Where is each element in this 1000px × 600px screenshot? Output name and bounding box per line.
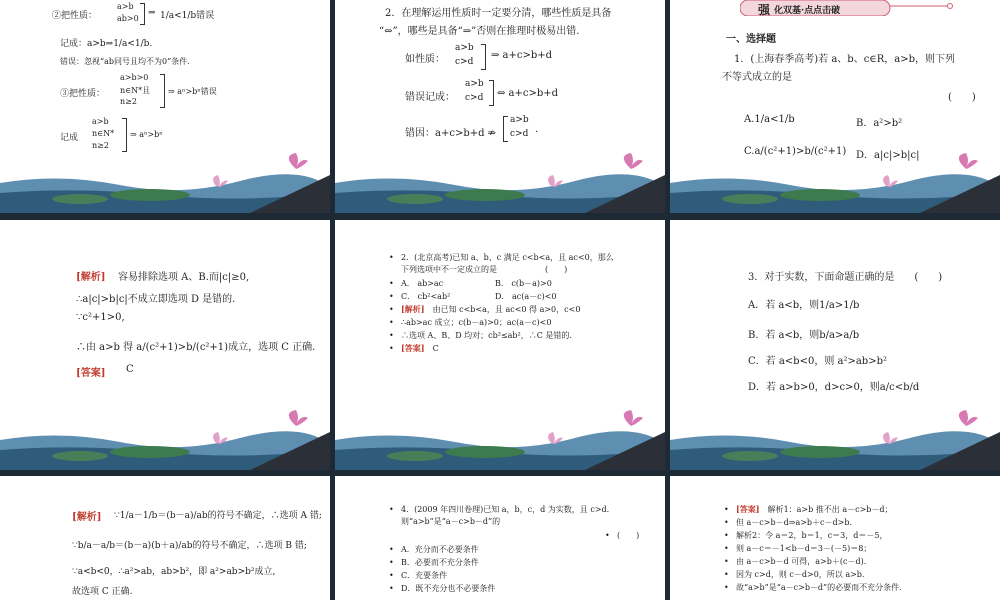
option-b[interactable]: B． c(b－a)>0	[495, 279, 552, 288]
lotus-pond-decoration	[335, 153, 665, 213]
lotus-pond-decoration	[670, 410, 1000, 470]
text-line: 错误记成：	[405, 92, 455, 103]
text-line: • 2．(北京高考)已知 a、b、c 满足 c<b<a，且 ac<0，那么	[389, 253, 614, 262]
text-line: ⇒ a+c>b+d	[491, 50, 553, 61]
text-line: ⇒ aⁿ>bⁿ	[130, 130, 163, 139]
text-line: a>b	[92, 117, 109, 126]
option-a[interactable]: A． ab>ac	[401, 279, 444, 288]
brace	[503, 116, 508, 142]
option-b[interactable]: B．a²>b²	[856, 118, 903, 129]
text-line: a>b	[465, 79, 484, 89]
text-line: ∴由 a>b 得 a/(c²+1)>b/(c²+1)成立，选项 C 正确.	[76, 342, 316, 353]
text-line: • ∴选项 A、B、D 均对；cb²≤ab²，∴C 是错的.	[389, 331, 572, 340]
option-a[interactable]: A．充分而不必要条件	[401, 545, 479, 554]
text-line: ∴a|c|>b|c|不成立即选项 D 是错的.	[76, 294, 236, 305]
option-a[interactable]: A．若 a<b，则1/a>1/b	[748, 300, 860, 311]
option-d[interactable]: D． ac(a－c)<0	[495, 292, 557, 301]
answer-value: C	[126, 364, 134, 375]
answer-tag: [答案]	[401, 343, 425, 353]
text-line: 4．(2009 年四川卷理)已知 a，b，c，d 为实数，且 c>d.	[401, 505, 610, 514]
text-line: 2．(北京高考)已知 a、b、c 满足 c<b<a，且 ac<0，那么	[401, 253, 614, 262]
text-line: 故选项 C 正确.	[72, 587, 133, 597]
lotus-pond-decoration	[0, 410, 330, 470]
slide-1-thumbnail[interactable]	[0, 0, 330, 213]
text-line: ∵c²+1>0,	[76, 312, 125, 323]
slide-9-thumbnail[interactable]	[670, 476, 1000, 600]
text-line: ②把性质：	[52, 11, 98, 21]
slide-2-thumbnail[interactable]	[335, 0, 665, 213]
answer-tag: [答案]	[76, 368, 106, 379]
brace	[481, 44, 486, 70]
text-line: • ∴ab>ac 成立；c(b－a)>0；ac(a－c)<0	[389, 318, 552, 327]
text-line: 2．在理解运用性质时一定要分清，哪些性质是具备	[385, 8, 612, 19]
text-line: c>d	[455, 57, 474, 67]
text-line: .	[535, 124, 539, 135]
text-line: • C．充要条件	[389, 571, 448, 580]
text-line: • D．既不充分也不必要条件	[389, 584, 496, 593]
slide-4-thumbnail[interactable]	[0, 220, 330, 470]
answer-tag: [答案]	[736, 504, 760, 514]
text-line: • [答案] C	[389, 343, 439, 353]
text-line: 因为 c>d，则 c－d>0，所以 a>b.	[736, 570, 865, 579]
text-line: 由已知 c<b<a，且 ac<0 得 a>0，c<0	[432, 305, 581, 314]
brace	[160, 74, 165, 108]
option-b[interactable]: B．必要而不充分条件	[401, 558, 479, 567]
text-line: ⇒	[148, 8, 156, 18]
text-line: ③把性质：	[60, 89, 106, 99]
text-line: 错误：忽视“ab同号且均不为0”条件.	[60, 57, 190, 66]
analysis-tag: [解析]	[72, 512, 102, 523]
text-line: • 但 a－c>b－d⇒a>b＋c－d>b.	[724, 518, 853, 527]
text-line: a>b>0	[120, 73, 149, 82]
text-line: 由 a－c>b－d 可得，a>b＋(c－d).	[736, 557, 867, 566]
slide-6-thumbnail[interactable]	[670, 220, 1000, 470]
answer-bracket: ( )	[948, 92, 976, 103]
text-line: 记成	[60, 133, 79, 143]
text-line: ∴ab>ac 成立；c(b－a)>0；ac(a－c)<0	[401, 318, 552, 327]
text-line: • 解析2：令 a＝2，b＝1，c＝3，d＝－5，	[724, 531, 888, 540]
text-line: 1．(上海春季高考)若 a、b、c∈R，a>b，则下列	[734, 54, 955, 65]
option-c[interactable]: C．若 a<b<0，则 a²>ab>b²	[748, 356, 887, 367]
text-line: 1/a<1/b错误	[160, 11, 215, 21]
text-line: • 4．(2009 年四川卷理)已知 a，b，c，d 为实数，且 c>d.	[389, 505, 610, 514]
text-line: “⇔”，哪些是具备“⇒”否则在推理时极易出错.	[379, 26, 580, 37]
answer-value: C	[432, 344, 439, 353]
text-line: • C． cb²<ab²	[389, 292, 451, 301]
text-line: • ( )	[605, 531, 640, 540]
header-prefix: 强	[758, 3, 771, 17]
option-d[interactable]: D．既不充分也不必要条件	[401, 584, 496, 593]
text-line: n≥2	[120, 97, 137, 106]
text-line: • B．必要而不充分条件	[389, 558, 479, 567]
text-line: 则 a－c＝－1<b－d＝3－(－5)＝8；	[736, 544, 872, 553]
text-line: ∵b/a－a/b＝(b－a)(b＋a)/ab的符号不确定，∴选项 B 错;	[72, 541, 307, 551]
text-line: • 则 a－c＝－1<b－d＝3－(－5)＝8；	[724, 544, 872, 553]
text-line: • 因为 c>d，则 c－d>0，所以 a>b.	[724, 570, 865, 579]
lotus-pond-decoration	[335, 410, 665, 470]
text-line: 不等式成立的是	[722, 72, 792, 83]
text-line: • A． ab>ac	[389, 279, 444, 288]
text-line: 如性质：	[405, 54, 445, 65]
slide-5-thumbnail[interactable]	[335, 220, 665, 470]
text-line: ⇔ a+c>b+d	[497, 88, 559, 99]
lotus-pond-decoration	[670, 153, 1000, 213]
text-line: 容易排除选项 A、B.而|c|≥0,	[118, 272, 250, 283]
section-header: 化双基·点点击破	[774, 6, 841, 16]
option-c[interactable]: C.a/(c²+1)>b/(c²+1)	[744, 146, 847, 157]
text-line: 一、选择题	[726, 34, 776, 45]
text-line: c>d	[510, 129, 529, 139]
text-line: • [解析] 由已知 c<b<a，且 ac<0 得 a>0，c<0	[389, 304, 581, 314]
brace	[489, 80, 494, 106]
text-line: 错因：a+c>b+d ⇏	[405, 128, 497, 139]
text-line: 解析2：令 a＝2，b＝1，c＝3，d＝－5，	[736, 531, 888, 540]
text-line: • A．充分而不必要条件	[389, 545, 479, 554]
text-line: a>b	[510, 115, 529, 125]
analysis-tag: [解析]	[401, 304, 425, 314]
text-line: ∴选项 A、B、D 均对；cb²≤ab²，∴C 是错的.	[401, 331, 572, 340]
text-line: 3．对于实数，下面命题正确的是 ( )	[748, 272, 943, 283]
text-line: 则“a>b”是“a－c>b－d”的	[401, 517, 501, 526]
analysis-tag: [解析]	[76, 272, 106, 283]
text-line: 下列选项中不一定成立的是 ( )	[401, 265, 568, 274]
option-c[interactable]: C．充要条件	[401, 571, 448, 580]
option-a[interactable]: A.1/a<1/b	[744, 114, 795, 125]
option-d[interactable]: D．若 a>b>0，d>c>0，则a/c<b/d	[748, 382, 920, 393]
text-line: • [答案] 解析1：a>b 推不出 a－c>b－d；	[724, 504, 893, 514]
text-line: a>b	[455, 43, 474, 53]
option-d[interactable]: D．a|c|>b|c|	[856, 150, 920, 161]
lotus-pond-decoration	[0, 153, 330, 213]
brace	[122, 118, 127, 152]
text-line: • 故“a>b”是“a－c>b－d”的必要而不充分条件.	[724, 583, 902, 592]
brace	[140, 3, 145, 25]
text-line: a>b	[117, 2, 134, 11]
text-line: 故“a>b”是“a－c>b－d”的必要而不充分条件.	[736, 583, 902, 592]
slide-3-thumbnail[interactable]	[670, 0, 1000, 213]
text-line: n∈N*	[92, 129, 115, 138]
text-line: 解析1：a>b 推不出 a－c>b－d；	[767, 505, 893, 514]
text-line: n∈N*且	[120, 86, 151, 95]
text-line: • 由 a－c>b－d 可得，a>b＋(c－d).	[724, 557, 867, 566]
text-line: ∵a<b<0，∴a²>ab，ab>b²，即 a²>ab>b²成立,	[72, 567, 276, 577]
text-line: 但 a－c>b－d⇒a>b＋c－d>b.	[736, 518, 853, 527]
answer-bracket: ( )	[617, 531, 640, 540]
text-line: ⇒ aⁿ>bⁿ错误	[168, 87, 217, 96]
option-b[interactable]: B．若 a<b，则b/a>a/b	[748, 330, 860, 341]
text-line: ∵1/a－1/b＝(b－a)/ab的符号不确定，∴选项 A 错;	[114, 511, 322, 521]
slide-8-thumbnail[interactable]	[335, 476, 665, 600]
slide-7-thumbnail[interactable]	[0, 476, 330, 600]
text-line: n≥2	[92, 141, 109, 150]
text-line: ab>0	[117, 14, 139, 23]
text-line: 记成：a>b⇒1/a<1/b.	[60, 39, 153, 49]
text-line: c>d	[465, 93, 484, 103]
option-c[interactable]: C． cb²<ab²	[401, 292, 451, 301]
